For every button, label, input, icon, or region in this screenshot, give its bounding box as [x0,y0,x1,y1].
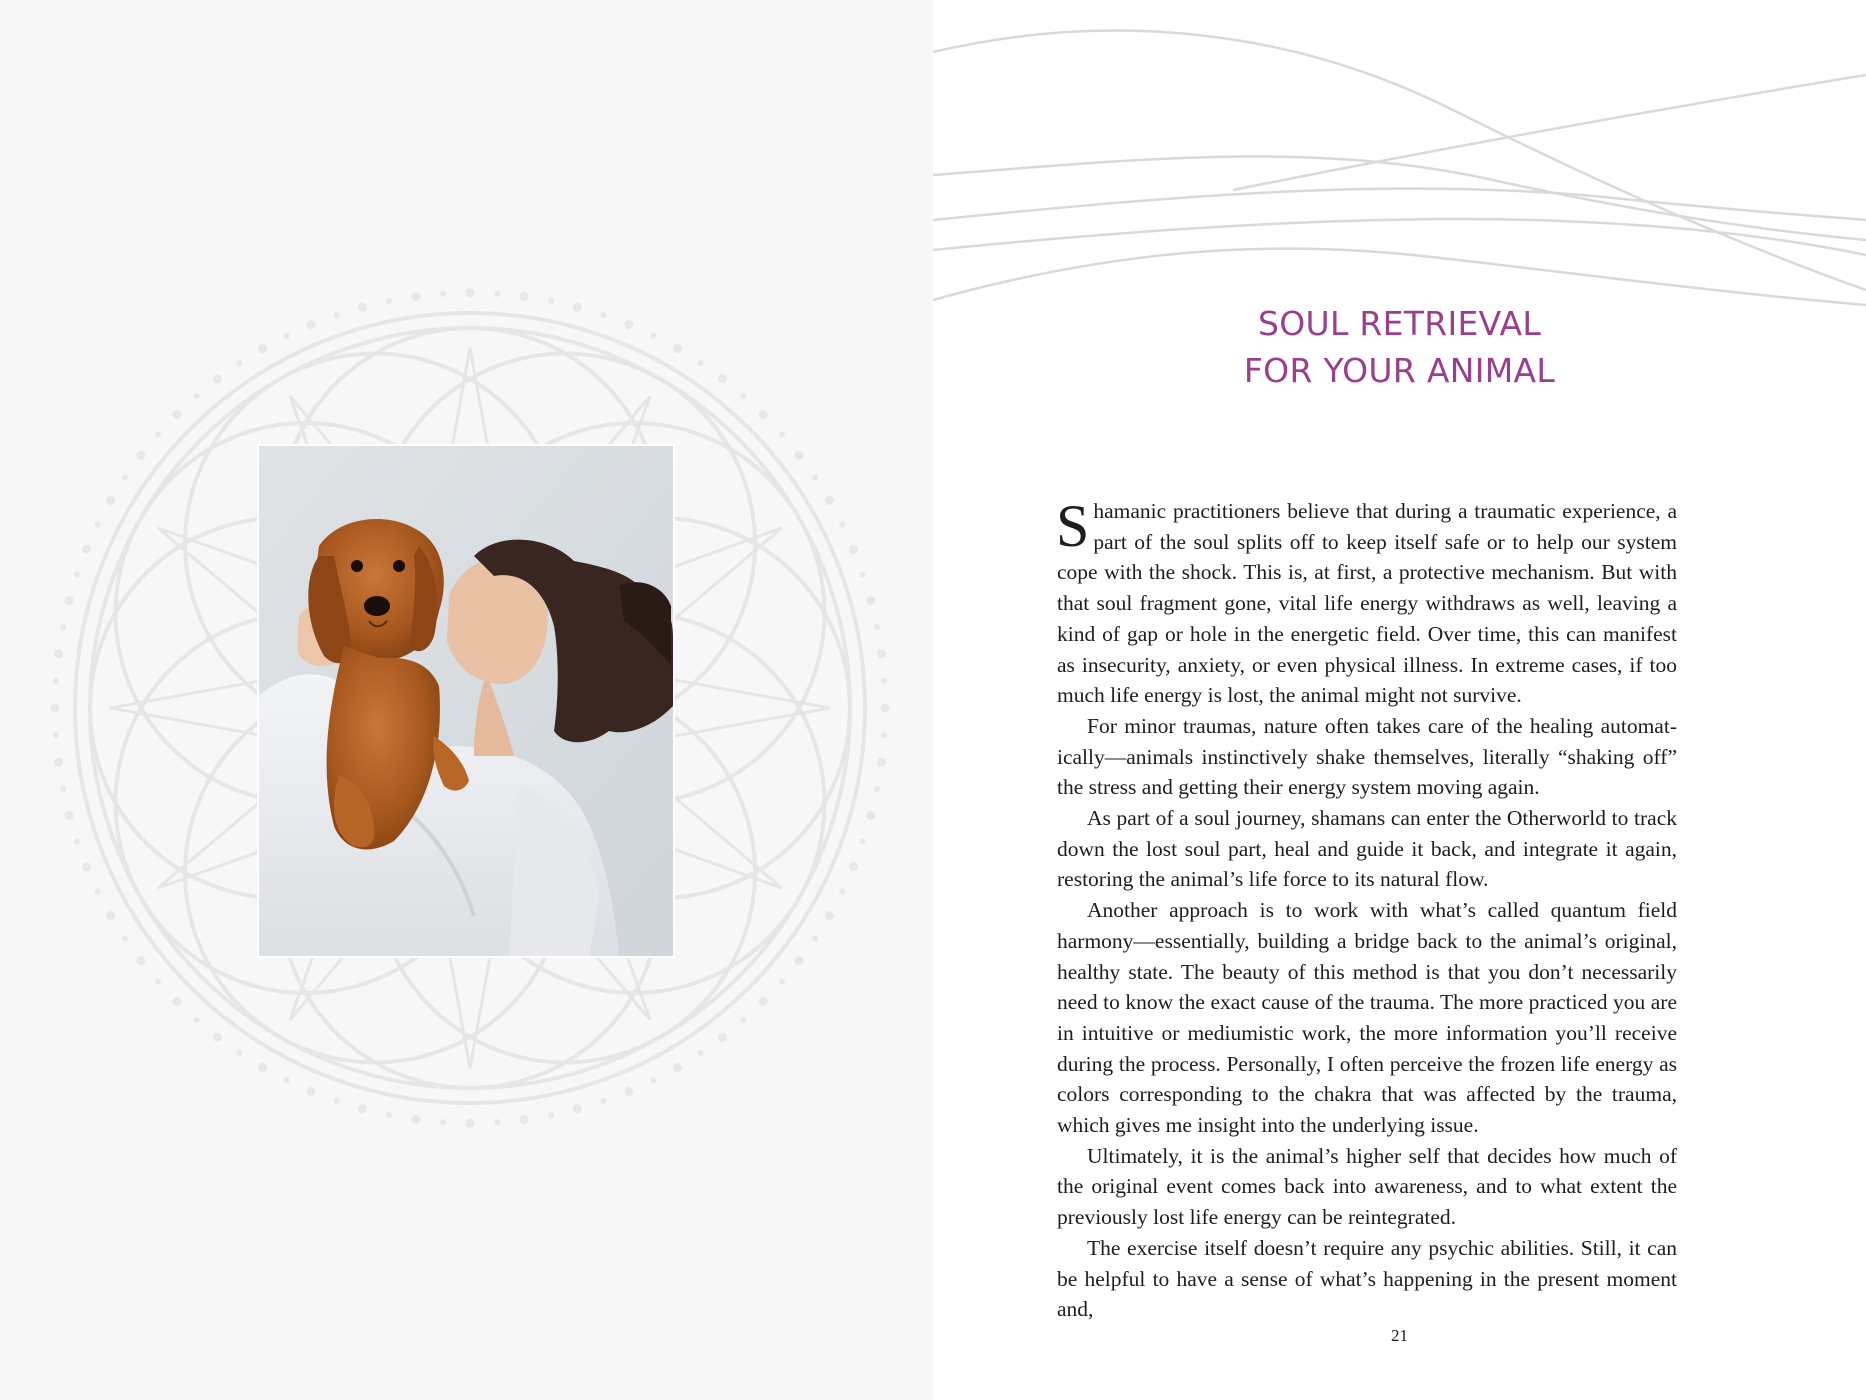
drop-cap: S [1056,493,1090,559]
paragraph-1 [1056,493,1677,711]
page-number: 21 [1391,1326,1408,1345]
dog-photo [257,444,675,958]
paragraph-1-text: hamanic practitioners believe that during a traumatic experience, a part of the soul splits off to keep itself safe or to help our system cope with the shock. This is, at first, a protective mechanism. But with that soul fragment gone, vital life energy withdraws as well, leaving a kind of gap or hole in the energetic field. Over time, this can manifest as insecurity, anxiety, or even physical illness. In extreme cases, if too much life energy is lost, the animal might not survive. [1057,499,1677,708]
paragraph-4: Another approach is to work with what’s called quantum field harmony—essentially, building a bridge back to the animal’s original, healthy state. The beauty of this method is that you don’t necessarily need to know the exact cause of the trauma. The more practiced you are in intuitive or mediumistic work, the more information you’ll receive during the process. Personally, I often perceive the frozen life energy as colors corresponding to the chakra that was affected by the trauma, which gives me insight into the underlying issue. [1057,898,1677,1138]
chapter-title [933,300,1866,394]
paragraph-2: For minor traumas, nature often takes care of the healing automatically—animals instinctively shake themselves, literally “shaking off” the stress and getting their energy system moving again. [1057,713,1677,800]
right-page [933,0,1866,1400]
title-line-2: FOR YOUR ANIMAL [1243,351,1556,390]
paragraph-6: The exercise itself doesn’t require any psychic abilities. Still, it can be helpful to have a sense of what’s happening in the present moment and, [1057,1235,1677,1322]
paragraph-5: Ultimately, it is the animal’s higher self that decides how much of the original event comes back into awareness, and to what extent the previously lost life energy can be reintegrated. [1057,1143,1677,1230]
paragraph-3: As part of a soul journey, shamans can enter the Otherworld to track down the lost soul part, heal and guide it back, and integrate it again, restoring the animal’s life force to its natural flow. [1057,806,1677,892]
body-text [1056,493,1677,1325]
wave-lines-ornament [933,0,1866,320]
title-line-1: SOUL RETRIEVAL [1257,304,1542,343]
